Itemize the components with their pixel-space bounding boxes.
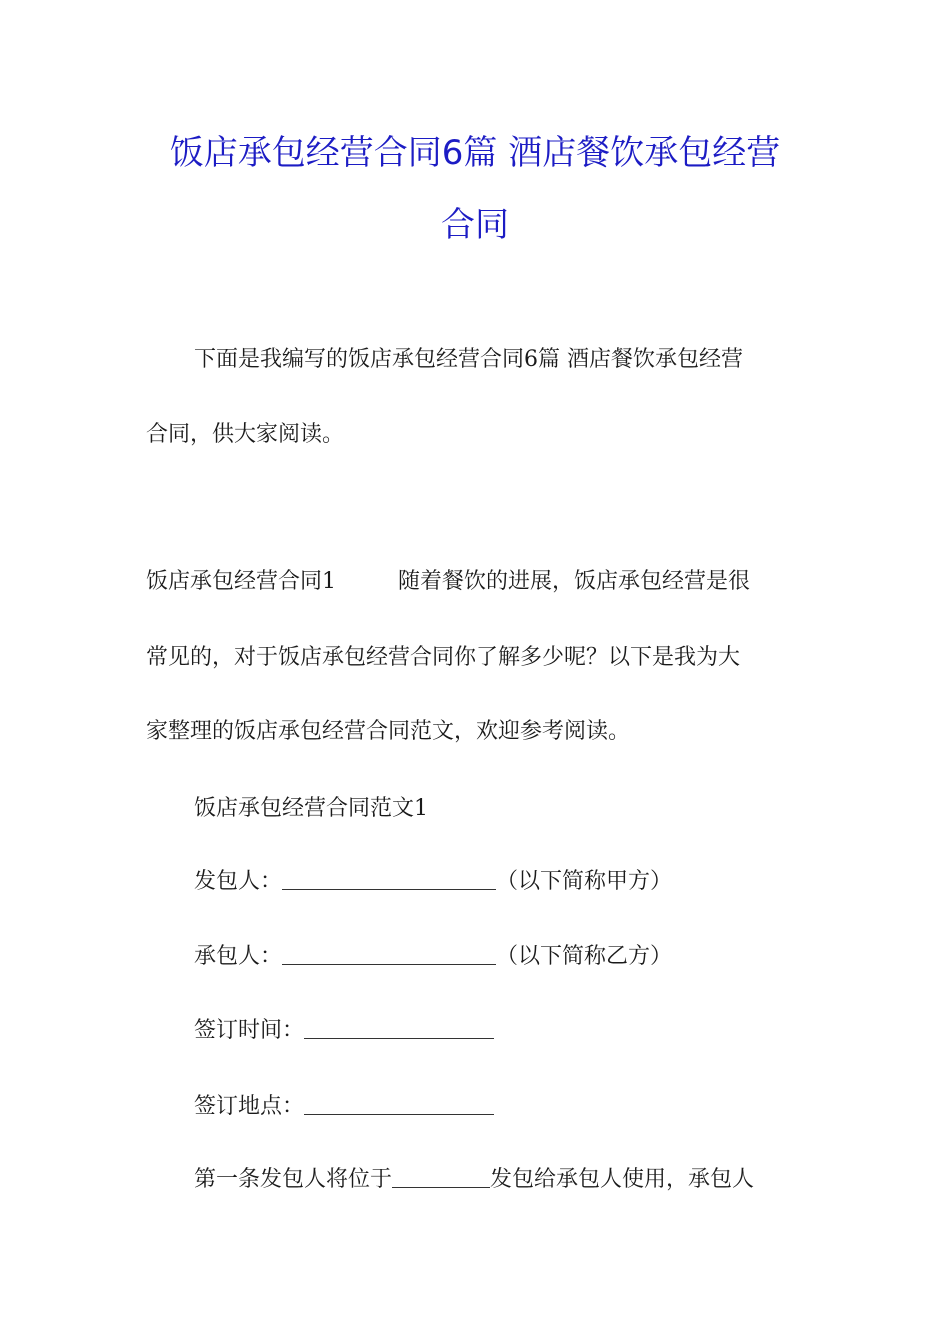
section-1-line-2: 常见的，对于饭店承包经营合同你了解多少呢？以下是我为大 (146, 645, 741, 670)
sign-time-label: 签订时间： (194, 1018, 305, 1043)
party-a-line (194, 867, 672, 897)
intro-line-2: 合同，供大家阅读。 (146, 422, 345, 447)
party-a-note: （以下简称甲方） (496, 869, 673, 894)
party-a-blank (282, 867, 496, 890)
sign-time-line (194, 1016, 494, 1046)
document-title-line-2: 合同 (441, 205, 509, 245)
section-1-heading: 饭店承包经营合同1 (146, 569, 336, 594)
sample-heading: 饭店承包经营合同范文1 (194, 796, 428, 821)
party-b-label: 承包人： (194, 944, 283, 969)
article-1-end: 发包给承包人使用，承包人 (490, 1167, 755, 1192)
section-1-line-3: 家整理的饭店承包经营合同范文，欢迎参考阅读。 (146, 719, 631, 744)
intro-line-1: 下面是我编写的饭店承包经营合同6篇 酒店餐饮承包经营 (194, 347, 743, 372)
section-1-line-1 (146, 567, 750, 597)
article-1-blank (392, 1165, 490, 1188)
sign-place-line (194, 1092, 494, 1122)
article-1-start: 第一条发包人将位于 (194, 1167, 393, 1192)
section-1-line-1-text: 随着餐饮的进展，饭店承包经营是很 (398, 569, 751, 594)
party-b-blank (282, 942, 496, 965)
party-b-note: （以下简称乙方） (496, 944, 673, 969)
party-b-line (194, 942, 672, 972)
sign-place-label: 签订地点： (194, 1094, 305, 1119)
document-title-line-1: 饭店承包经营合同6篇 酒店餐饮承包经营 (169, 133, 781, 173)
sign-place-blank (304, 1092, 494, 1115)
party-a-label: 发包人： (194, 869, 283, 894)
article-1-line (194, 1165, 754, 1195)
sign-time-blank (304, 1016, 494, 1039)
